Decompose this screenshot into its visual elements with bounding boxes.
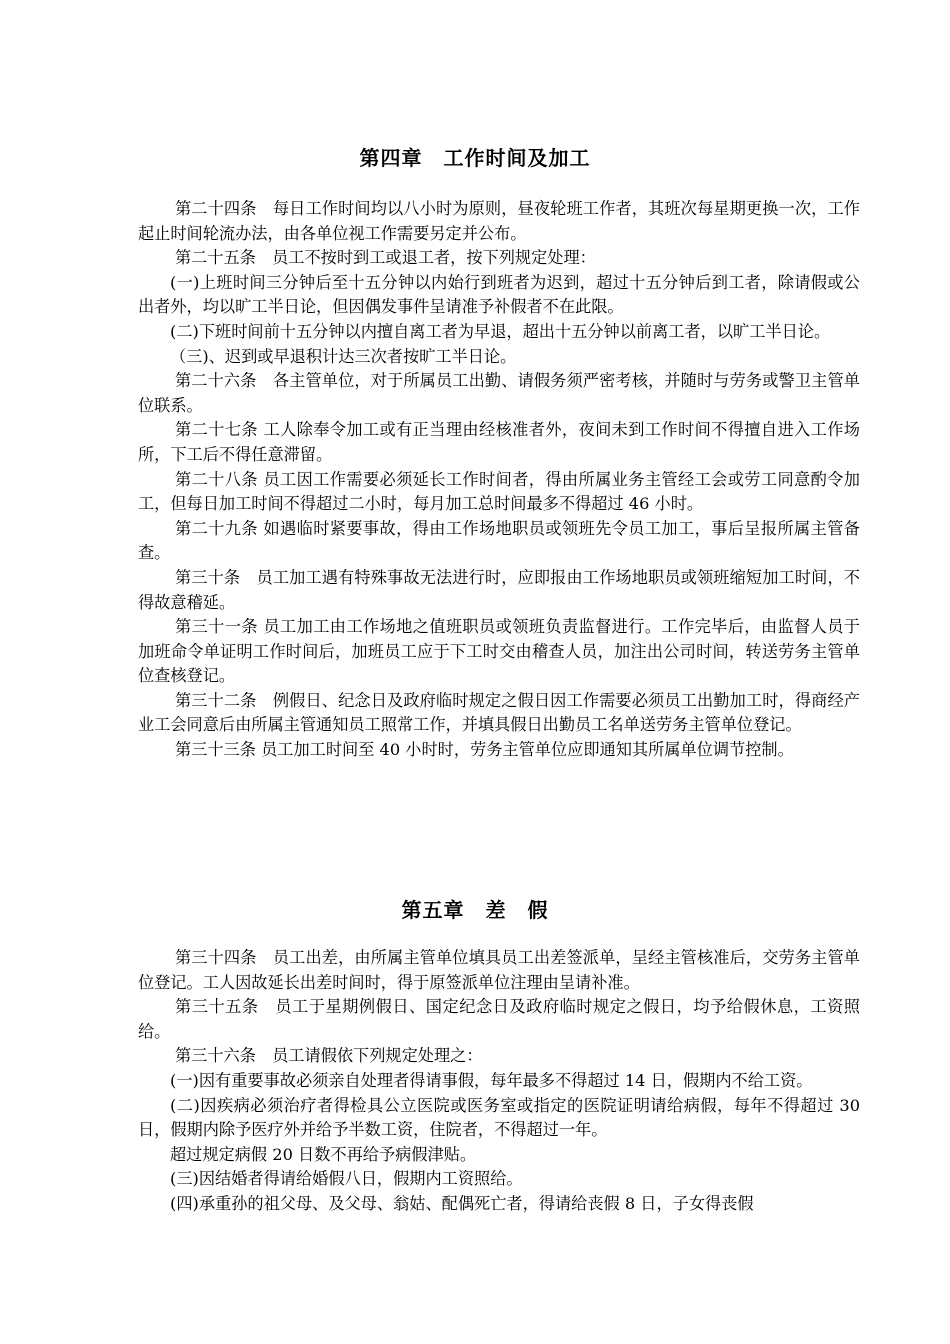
article-25: 第二十五条 员工不按时到工或退工者，按下列规定处理： [175,248,596,268]
article-36-item-2: (二)因疾病必须治疗者得检具公立医院或医务室或指定的医院证明请给病假，每年不得超过 30 日，假期内除予医疗外并给予半数工资，住院者，不得超过一年。 [138,1095,866,1140]
article-28: 第二十八条 员工因工作需要必须延长工作时间者，得由所属业务主管经工会或劳工同意酌令加工，但每日加工时间不得超过二小时，每月加工总时间最多不得超过 46 小时。 [138,469,860,514]
article-33: 第三十三条 员工加工时间至 40 小时时，劳务主管单位应即通知其所属单位调节控制。 [175,740,794,760]
article-32: 第三十二条 例假日、纪念日及政府临时规定之假日因工作需要必须员工出勤加工时，得商经产业工会同意后由所属主管通知员工照常工作，并填具假日出勤员工名单送劳务主管单位登记。 [138,690,860,735]
chapter-5-title: 第五章 差 假 [401,898,549,922]
chapter-5-body [138,946,866,1217]
article-25-item-2: (二)下班时间前十五分钟以内擅自离工者为早退，超出十五分钟以前离工者，以旷工半日论。 [170,321,831,341]
article-29: 第二十九条 如遇临时紧要事故，得由工作场地职员或领班先令员工加工，事后呈报所属主管备查。 [138,518,860,563]
article-36: 第三十六条 员工请假依下列规定处理之： [175,1046,483,1066]
article-35: 第三十五条 员工于星期例假日、国定纪念日及政府临时规定之假日，均予给假休息，工资照给。 [138,997,860,1041]
article-25-item-3: （三)、迟到或早退积计达三次者按旷工半日论。 [170,346,517,366]
article-30: 第三十条 员工加工遇有特殊事故无法进行时，应即报由工作场地职员或领班缩短加工时间，不得故意稽延。 [138,567,860,612]
article-24: 第二十四条 每日工作时间均以八小时为原则，昼夜轮班工作者，其班次每星期更换一次，工作起止时间轮流办法，由各单位视工作需要另定并公布。 [138,199,860,243]
article-25-item-1: (一)上班时间三分钟后至十五分钟以内始行到班者为迟到，超过十五分钟后到工者，除请假或公出者外，均以旷工半日论，但因偶发事件呈请准予补假者不在此限。 [138,272,860,317]
chapter-4-title: 第四章 工作时间及加工 [359,146,591,170]
article-36-item-1: (一)因有重要事故必须亲自处理者得请事假，每年最多不得超过 14 日，假期内不给工资。 [170,1070,813,1090]
article-36-item-4: (四)承重孙的祖父母、及父母、翁姑、配偶死亡者，得请给丧假 8 日，子女得丧假 [170,1193,754,1213]
article-36-note: 超过规定病假 20 日数不再给予病假津贴。 [170,1144,477,1164]
article-36-item-3: (三)因结婚者得请给婚假八日，假期内工资照给。 [170,1169,523,1189]
chapter-4-body [138,197,860,763]
article-26: 第二十六条 各主管单位，对于所属员工出勤、请假务须严密考核，并随时与劳务或警卫主管单位联系。 [138,371,860,415]
article-34: 第三十四条 员工出差，由所属主管单位填具员工出差签派单，呈经主管核准后，交劳务主管单位登记。工人因故延长出差时间时，得于原签派单位注理由呈请补准。 [138,948,860,992]
article-27: 第二十七条 工人除奉令加工或有正当理由经核准者外，夜间未到工作时间不得擅自进入工作场所，下工后不得任意滞留。 [138,420,860,464]
article-31: 第三十一条 员工加工由工作场地之值班职员或领班负责监督进行。工作完毕后，由监督人员于加班命令单证明工作时间后，加班员工应于下工时交由稽查人员，加注出公司时间，转送劳务主管单位查核登记。 [138,617,860,686]
